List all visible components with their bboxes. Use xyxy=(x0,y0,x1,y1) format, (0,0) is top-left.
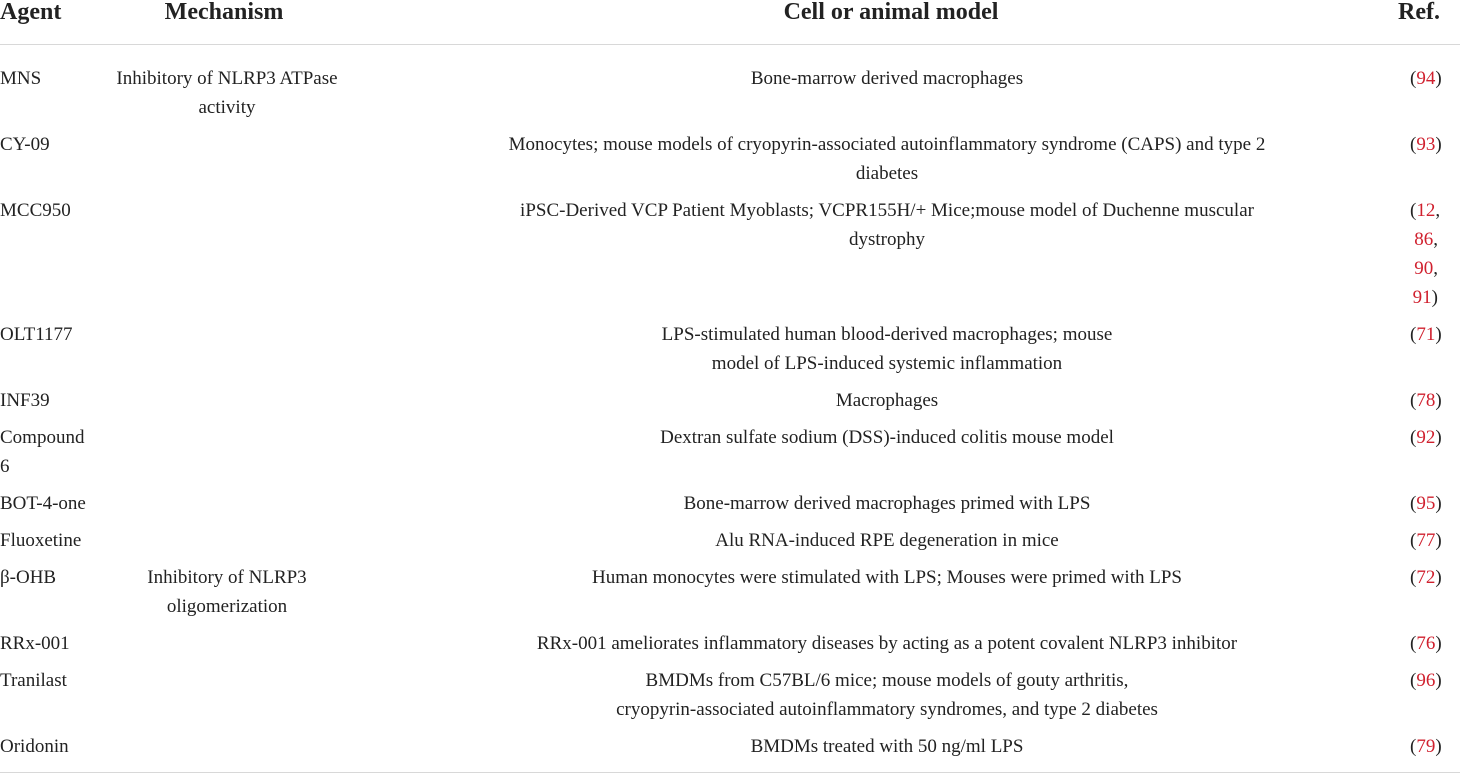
ref-close-paren: ) xyxy=(1435,390,1442,411)
agent-cell: BOT-4-one xyxy=(0,493,86,514)
table-body xyxy=(0,45,1460,773)
table-row xyxy=(0,732,1460,773)
ref-cell xyxy=(1320,732,1460,773)
ref-separator: , xyxy=(1435,200,1441,221)
ref-cell xyxy=(1320,130,1460,196)
model-cell: BMDMs treated with 50 ng/ml LPS xyxy=(454,732,1320,773)
ref-open-paren: ( xyxy=(1410,530,1417,551)
mechanism-cell xyxy=(110,386,454,423)
reference-link[interactable]: 94 xyxy=(1416,68,1436,89)
ref-close-paren: ) xyxy=(1435,567,1442,588)
reference-link[interactable]: 86 xyxy=(1414,229,1434,250)
agent-cell: Compound 6 xyxy=(0,427,85,477)
header-mechanism: Mechanism xyxy=(110,0,454,45)
mechanism-cell xyxy=(110,526,454,563)
ref-separator: , xyxy=(1433,258,1438,279)
table-row xyxy=(0,386,1460,423)
table-row xyxy=(0,45,1460,131)
ref-open-paren: ( xyxy=(1410,324,1417,345)
ref-close-paren: ) xyxy=(1431,287,1438,308)
model-cell: RRx-001 ameliorates inflammatory diseases by acting as a potent covalent NLRP3 inhibitor xyxy=(536,633,1238,654)
model-cell: Alu RNA-induced RPE degeneration in mice xyxy=(715,530,1059,551)
model-cell: Macrophages xyxy=(835,390,939,411)
table-row xyxy=(0,423,1460,489)
agent-cell: Fluoxetine xyxy=(0,530,82,551)
ref-cell xyxy=(1320,320,1460,386)
ref-close-paren: ) xyxy=(1435,633,1442,654)
ref-open-paren: ( xyxy=(1410,736,1417,757)
reference-link[interactable]: 91 xyxy=(1412,287,1432,308)
ref-cell xyxy=(1320,629,1460,666)
table-row xyxy=(0,320,1460,386)
reference-link[interactable]: 95 xyxy=(1416,493,1436,514)
ref-open-paren: ( xyxy=(1410,134,1417,155)
header-row xyxy=(0,0,1460,45)
ref-close-paren: ) xyxy=(1435,670,1442,691)
reference-link[interactable]: 72 xyxy=(1416,567,1436,588)
model-cell: iPSC-Derived VCP Patient Myoblasts; VCPR155H/+ Mice;mouse model of Duchenne muscular dystrophy xyxy=(520,200,1254,250)
agent-cell: OLT1177 xyxy=(0,324,73,345)
mechanism-cell xyxy=(110,130,454,196)
ref-open-paren: ( xyxy=(1410,493,1417,514)
reference-link[interactable]: 78 xyxy=(1416,390,1436,411)
table-header xyxy=(0,0,1460,45)
ref-close-paren: ) xyxy=(1435,493,1442,514)
reference-link[interactable]: 96 xyxy=(1416,670,1436,691)
ref-close-paren: ) xyxy=(1435,134,1442,155)
ref-close-paren: ) xyxy=(1435,324,1442,345)
model-cell: LPS-stimulated human blood-derived macrophages; mouse model of LPS-induced systemic inflammation xyxy=(661,324,1113,374)
ref-cell xyxy=(1320,196,1460,320)
reference-link[interactable]: 92 xyxy=(1416,427,1436,448)
ref-cell xyxy=(1320,666,1460,732)
agent-cell: RRx-001 xyxy=(0,633,70,654)
ref-cell xyxy=(1320,489,1460,526)
model-cell: BMDMs from C57BL/6 mice; mouse models of gouty arthritis, cryopyrin-associated autoinflammatory syndromes, and type 2 diabetes xyxy=(616,670,1158,720)
ref-open-paren: ( xyxy=(1410,200,1417,221)
table-row xyxy=(0,666,1460,732)
reference-link[interactable]: 77 xyxy=(1416,530,1436,551)
table-row xyxy=(0,130,1460,196)
ref-cell xyxy=(1320,563,1460,629)
ref-close-paren: ) xyxy=(1435,68,1442,89)
reference-link[interactable]: 12 xyxy=(1416,200,1436,221)
mechanism-cell xyxy=(110,666,454,732)
model-cell: Monocytes; mouse models of cryopyrin-associated autoinflammatory syndrome (CAPS) and type 2 diabetes xyxy=(508,134,1266,184)
table-row xyxy=(0,196,1460,320)
ref-open-paren: ( xyxy=(1410,670,1417,691)
header-ref: Ref. xyxy=(1320,0,1460,45)
ref-open-paren: ( xyxy=(1410,633,1417,654)
mechanism-cell: Inhibitory of NLRP3 oligomerization xyxy=(147,567,307,617)
reference-link[interactable]: 76 xyxy=(1416,633,1436,654)
ref-cell xyxy=(1320,526,1460,563)
ref-open-paren: ( xyxy=(1410,68,1417,89)
agent-cell: β-OHB xyxy=(0,567,57,588)
ref-open-paren: ( xyxy=(1410,390,1417,411)
agent-cell: MNS xyxy=(0,68,42,89)
agent-cell: Oridonin xyxy=(0,732,110,773)
reference-link[interactable]: 90 xyxy=(1414,258,1434,279)
reference-link[interactable]: 71 xyxy=(1416,324,1436,345)
ref-close-paren: ) xyxy=(1435,736,1442,757)
agent-cell: MCC950 xyxy=(0,200,71,221)
ref-separator: , xyxy=(1433,229,1438,250)
reference-link[interactable]: 79 xyxy=(1416,736,1436,757)
ref-cell xyxy=(1320,45,1460,131)
ref-cell xyxy=(1320,386,1460,423)
agent-cell: Tranilast xyxy=(0,670,67,691)
mechanism-cell xyxy=(110,489,454,526)
agent-cell: CY-09 xyxy=(0,134,50,155)
mechanism-cell: Inhibitory of NLRP3 ATPase activity xyxy=(116,68,338,118)
table-row xyxy=(0,489,1460,526)
header-agent: Agent xyxy=(0,0,110,45)
ref-close-paren: ) xyxy=(1435,530,1442,551)
table-row xyxy=(0,563,1460,629)
model-cell: Bone-marrow derived macrophages primed with LPS xyxy=(683,493,1091,514)
mechanism-cell xyxy=(110,196,454,320)
mechanism-cell xyxy=(110,629,454,666)
ref-cell xyxy=(1320,423,1460,489)
agent-cell: INF39 xyxy=(0,390,50,411)
model-cell: Bone-marrow derived macrophages xyxy=(750,68,1024,89)
model-cell: Human monocytes were stimulated with LPS; Mouses were primed with LPS xyxy=(592,567,1182,588)
model-cell: Dextran sulfate sodium (DSS)-induced colitis mouse model xyxy=(660,427,1114,448)
header-model: Cell or animal model xyxy=(454,0,1320,45)
ref-close-paren: ) xyxy=(1435,427,1442,448)
mechanism-cell xyxy=(110,423,454,489)
mechanism-cell xyxy=(110,320,454,386)
ref-open-paren: ( xyxy=(1410,567,1417,588)
table-row xyxy=(0,526,1460,563)
reference-link[interactable]: 93 xyxy=(1416,134,1436,155)
table-row xyxy=(0,629,1460,666)
mechanism-cell xyxy=(110,732,454,773)
ref-open-paren: ( xyxy=(1410,427,1417,448)
